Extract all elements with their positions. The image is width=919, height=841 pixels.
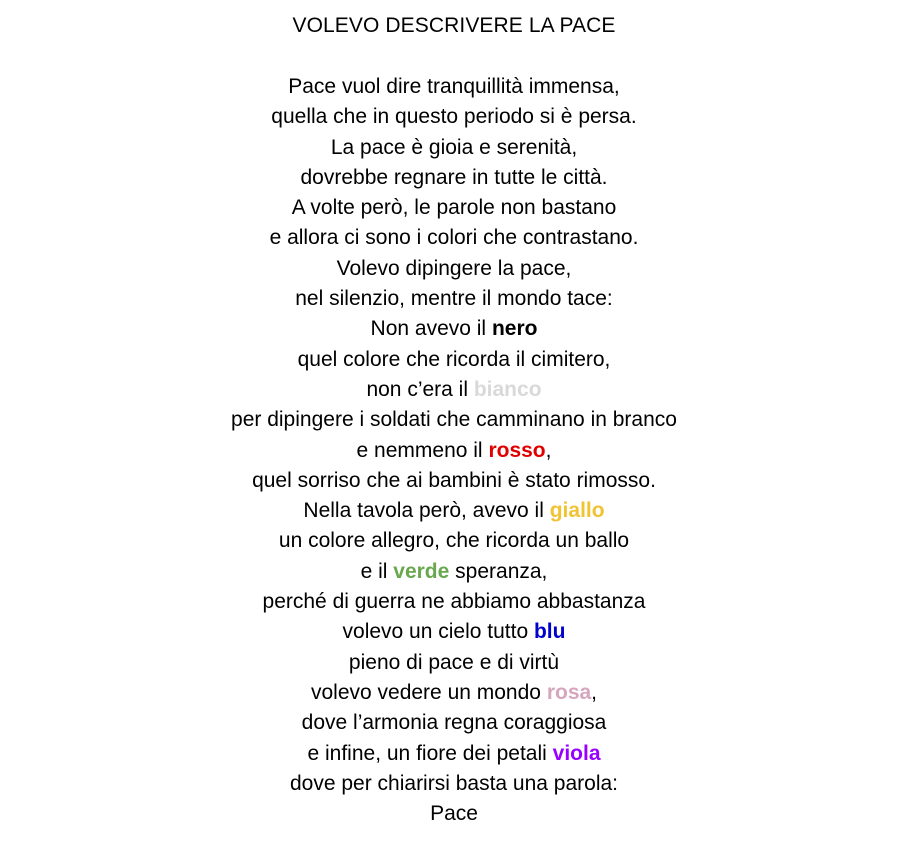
poem-line-text: non c’era il [366,377,474,401]
poem-line: quel sorriso che ai bambini è stato rimosso. [252,468,656,492]
poem-line-text: speranza, [449,559,548,583]
poem-line-text: Non avevo il [370,317,492,341]
poem-line: e allora ci sono i colori che contrastano. [269,226,639,250]
poem-line [0,496,908,526]
poem-title: VOLEVO DESCRIVERE LA PACE [292,14,616,37]
poem-line-text: , [591,680,598,704]
poem-line [0,375,908,405]
poem-line-text: Nella tavola però, avevo il [303,499,550,523]
poem-line [0,678,908,708]
poem-line-text: e nemmeno il [356,438,489,462]
poem-line: dove per chiarirsi basta una parola: [289,771,619,795]
color-word-blu: blu [533,620,566,644]
poem-line: nel silenzio, mentre il mondo tace: [295,287,613,311]
poem-line: pieno di pace e di virtù [348,650,560,674]
poem-line: quel colore che ricorda il cimitero, [297,347,611,371]
color-word-viola: viola [552,741,601,765]
poem-line [0,314,908,344]
poem-line [0,436,908,466]
poem-body [0,72,908,829]
poem-line: La pace è gioia e serenità, [330,135,578,159]
poem-line: Volevo dipingere la pace, [336,256,572,280]
poem-line: un colore allegro, che ricorda un ballo [278,529,630,553]
poem-line: quella che in questo periodo si è persa. [271,105,637,129]
poem-line-text: , [545,438,552,462]
color-word-bianco: bianco [473,377,542,401]
poem-line [0,739,908,769]
color-word-verde: verde [393,559,450,583]
poem-line [0,617,908,647]
poem-line: A volte però, le parole non bastano [291,196,617,220]
poem-line-text: e infine, un fiore dei petali [307,741,553,765]
color-word-rosa: rosa [546,680,592,704]
poem-line: dove l’armonia regna coraggiosa [301,711,607,735]
poem-line-text: volevo vedere un mondo [310,680,547,704]
poem-line: dovrebbe regnare in tutte le città. [300,165,608,189]
poem-line: perché di guerra ne abbiamo abbastanza [262,590,646,614]
poem-line: Pace vuol dire tranquillità immensa, [288,75,620,98]
poem-line-text: volevo un cielo tutto [342,620,534,644]
poem-line-text: e il [360,559,394,583]
color-word-nero: nero [491,317,538,341]
poem-line: per dipingere i soldati che camminano in branco [231,408,677,432]
color-word-giallo: giallo [549,499,605,523]
color-word-rosso: rosso [488,438,546,462]
poem-line [0,557,908,587]
poem-line: Pace [430,802,478,826]
